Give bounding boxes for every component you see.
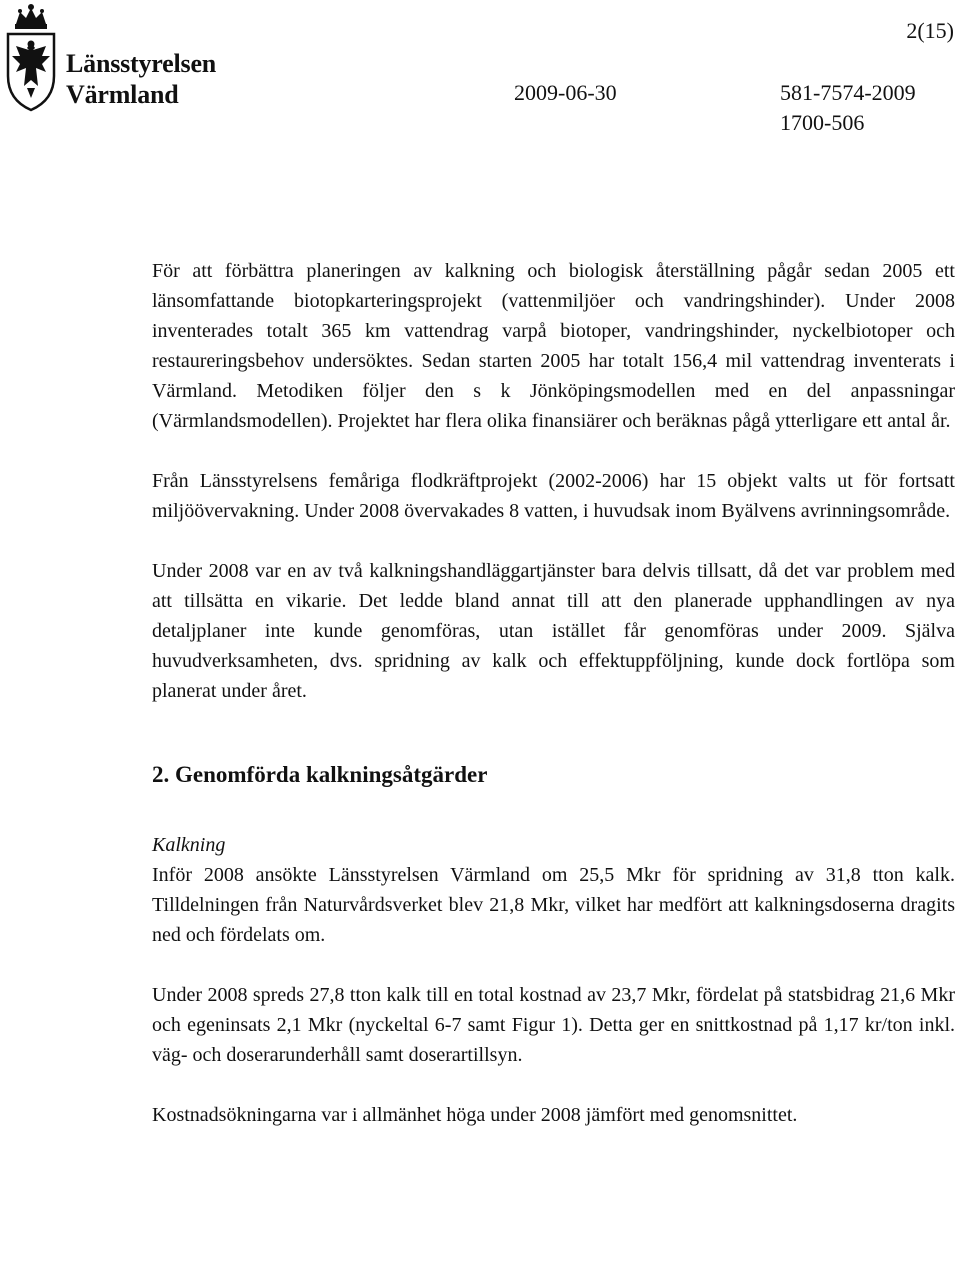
paragraph-spreading-costs: Under 2008 spreds 27,8 tton kalk till en total kostnad av 23,7 Mkr, fördelat på statsbidrag 21,6 Mkr och egeninsats 2,1 Mkr (nyckeltal 6-7 samt Figur 1). Detta ger en snittkostnad på 1,17 kr/ton inkl. väg- och doserarunderhåll samt doserartillsyn. bbox=[152, 984, 955, 1066]
paragraph-biotope-mapping: För att förbättra planeringen av kalkning och biologisk återställning pågår sedan 2005 ett länsomfattande biotopkarteringsprojekt (vattenmiljöer och vandringshinder). Under 2008 inventerades totalt 365 km vattendrag varpå biotoper, vandringshinder, nyckelbiotoper och restaureringsbehov undersöktes. Sedan starten 2005 har totalt 156,4 mil vattendrag inventerats i Värmland. Metodiken följer den s k Jönköpingsmodellen med en del anpassningar (Värmlandsmodellen). Projektet har flera olika finansiärer och beräknas pågå ytterligare ett antal år. bbox=[152, 260, 955, 432]
paragraph-cost-increase: Kostnadsökningarna var i allmänhet höga under 2008 jämfört med genomsnittet. bbox=[152, 1104, 798, 1126]
agency-logo bbox=[0, 0, 240, 120]
document-body bbox=[152, 256, 955, 1130]
org-name-line1: Länsstyrelsen bbox=[66, 49, 217, 78]
diary-number: 581-7574-2009 bbox=[780, 80, 916, 105]
paragraph-application: Inför 2008 ansökte Länsstyrelsen Värmland om 25,5 Mkr för spridning av 31,8 tton kalk. Tilldelningen från Naturvårdsverket blev 21,8 Mkr, vilket har medfört att kalkningsdoserna dragits ned och fördelats om. bbox=[152, 864, 955, 946]
coat-of-arms-icon bbox=[2, 2, 60, 114]
document-code: 1700-506 bbox=[780, 110, 865, 135]
document-date: 2009-06-30 bbox=[514, 80, 617, 105]
paragraph-staffing: Under 2008 var en av två kalkningshandläggartjänster bara delvis tillsatt, då det var problem med att tillsätta en vikarie. Det ledde bland annat till att den planerade upphandlingen av nya detaljplaner inte kunde genomföras, utan istället får genomföras under 2009. Själva huvudverksamheten, dvs. spridning av kalk och effektuppföljning, kunde dock fortlöpa som planerat under året. bbox=[152, 560, 955, 702]
page-number: 2(15) bbox=[906, 18, 954, 43]
section-heading: 2. Genomförda kalkningsåtgärder bbox=[152, 762, 488, 787]
org-name-line2: Värmland bbox=[66, 80, 179, 109]
subheading-kalkning: Kalkning bbox=[152, 834, 226, 856]
paragraph-crayfish-project: Från Länsstyrelsens femåriga flodkräftprojekt (2002-2006) har 15 objekt valts ut för fortsatt miljöövervakning. Under 2008 övervakades 8 vatten, i huvudsak inom Byälvens avrinningsområde. bbox=[152, 470, 955, 522]
